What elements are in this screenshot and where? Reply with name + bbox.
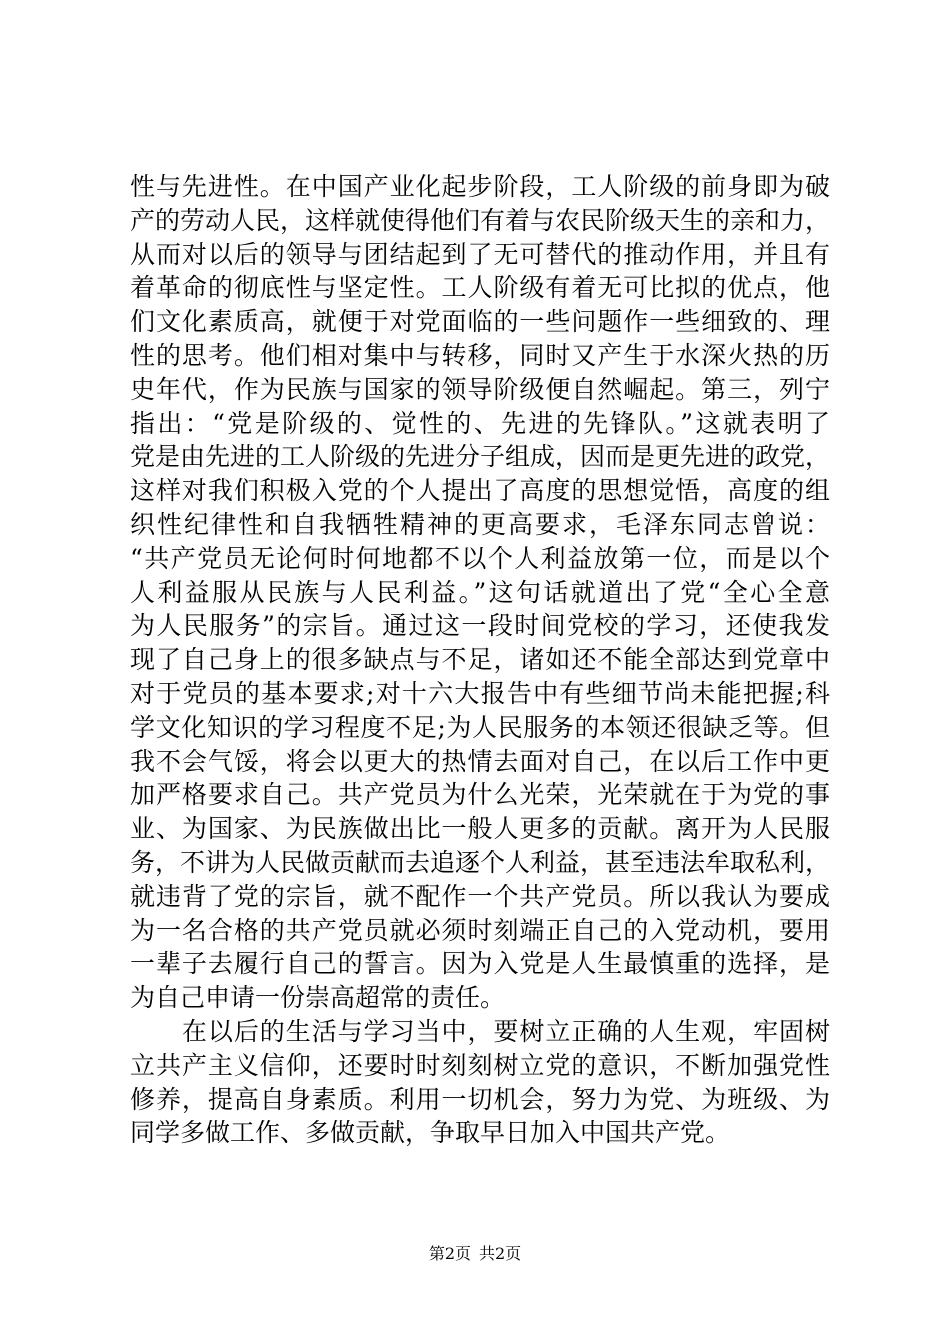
- text-line: 们文化素质高，就便于对党面临的一些问题作一些细致的、理: [130, 307, 830, 337]
- text-line: 加严格要求自己。共产党员为什么光荣，光荣就在于为党的事: [130, 780, 830, 810]
- text-line: 现了自己身上的很多缺点与不足，诸如还不能全部达到党章中: [130, 645, 830, 675]
- text-line: 为一名合格的共产党员就必须时刻端正自己的入党动机，要用: [130, 915, 830, 945]
- text-line: 为人民服务”的宗旨。通过这一段时间党校的学习，还使我发: [130, 611, 830, 641]
- text-line: 性的思考。他们相对集中与转移，同时又产生于水深火热的历: [130, 340, 830, 370]
- text-line: 史年代，作为民族与国家的领导阶级便自然崛起。第三，列宁: [130, 374, 830, 404]
- text-line: 为自己申请一份崇高超常的责任。: [130, 983, 506, 1013]
- body-text: [130, 170, 830, 1150]
- text-line: 就违背了党的宗旨，就不配作一个共产党员。所以我认为要成: [130, 881, 830, 911]
- text-line: 修养，提高自身素质。利用一切机会，努力为党、为班级、为: [130, 1084, 830, 1114]
- text-line: 性与先进性。在中国产业化起步阶段，工人阶级的前身即为破: [130, 172, 830, 201]
- text-line: 织性纪律性和自我牺牲精神的更高要求，毛泽东同志曾说：: [130, 509, 830, 539]
- text-line: 同学多做工作、多做贡献，争取早日加入中国共产党。: [130, 1118, 731, 1148]
- text-line: 立共产主义信仰，还要时时刻刻树立党的意识，不断加强党性: [130, 1050, 830, 1080]
- text-line: 对于党员的基本要求;对十六大报告中有些细节尚未能把握;科: [130, 678, 830, 708]
- text-line: 务，不讲为人民做贡献而去追逐个人利益，甚至违法牟取私利，: [130, 847, 831, 877]
- text-line: 学文化知识的学习程度不足;为人民服务的本领还很缺乏等。但: [130, 712, 830, 742]
- text-line: 一辈子去履行自己的誓言。因为入党是人生最慎重的选择，是: [130, 949, 830, 979]
- text-line: 产的劳动人民，这样就使得他们有着与农民阶级天生的亲和力，: [130, 205, 831, 235]
- text-line: 业、为国家、为民族做出比一般人更多的贡献。离开为人民服: [130, 814, 830, 844]
- text-line: 从而对以后的领导与团结起到了无可替代的推动作用，并且有: [130, 239, 830, 269]
- text-line: 指出：“党是阶级的、觉性的、先进的先锋队。”这就表明了: [130, 408, 830, 438]
- text-line: “共产党员无论何时何地都不以个人利益放第一位，而是以个: [130, 543, 830, 573]
- page-number: 第2页: [428, 1244, 471, 1263]
- text-line: 这样对我们积极入党的个人提出了高度的思想觉悟，高度的组: [130, 476, 830, 506]
- page-total: 共2页: [479, 1244, 522, 1263]
- text-line: 着革命的彻底性与坚定性。工人阶级有着无可比拟的优点，他: [130, 273, 830, 303]
- text-line: 党是由先进的工人阶级的先进分子组成，因而是更先进的政党，: [130, 442, 831, 472]
- text-line: 在以后的生活与学习当中，要树立正确的人生观，牢固树: [130, 1016, 830, 1046]
- text-line: 我不会气馁，将会以更大的热情去面对自己，在以后工作中更: [130, 746, 830, 776]
- text-line: 人利益服从民族与人民利益。”这句话就道出了党“全心全意: [130, 577, 830, 607]
- page-footer: [0, 1243, 950, 1265]
